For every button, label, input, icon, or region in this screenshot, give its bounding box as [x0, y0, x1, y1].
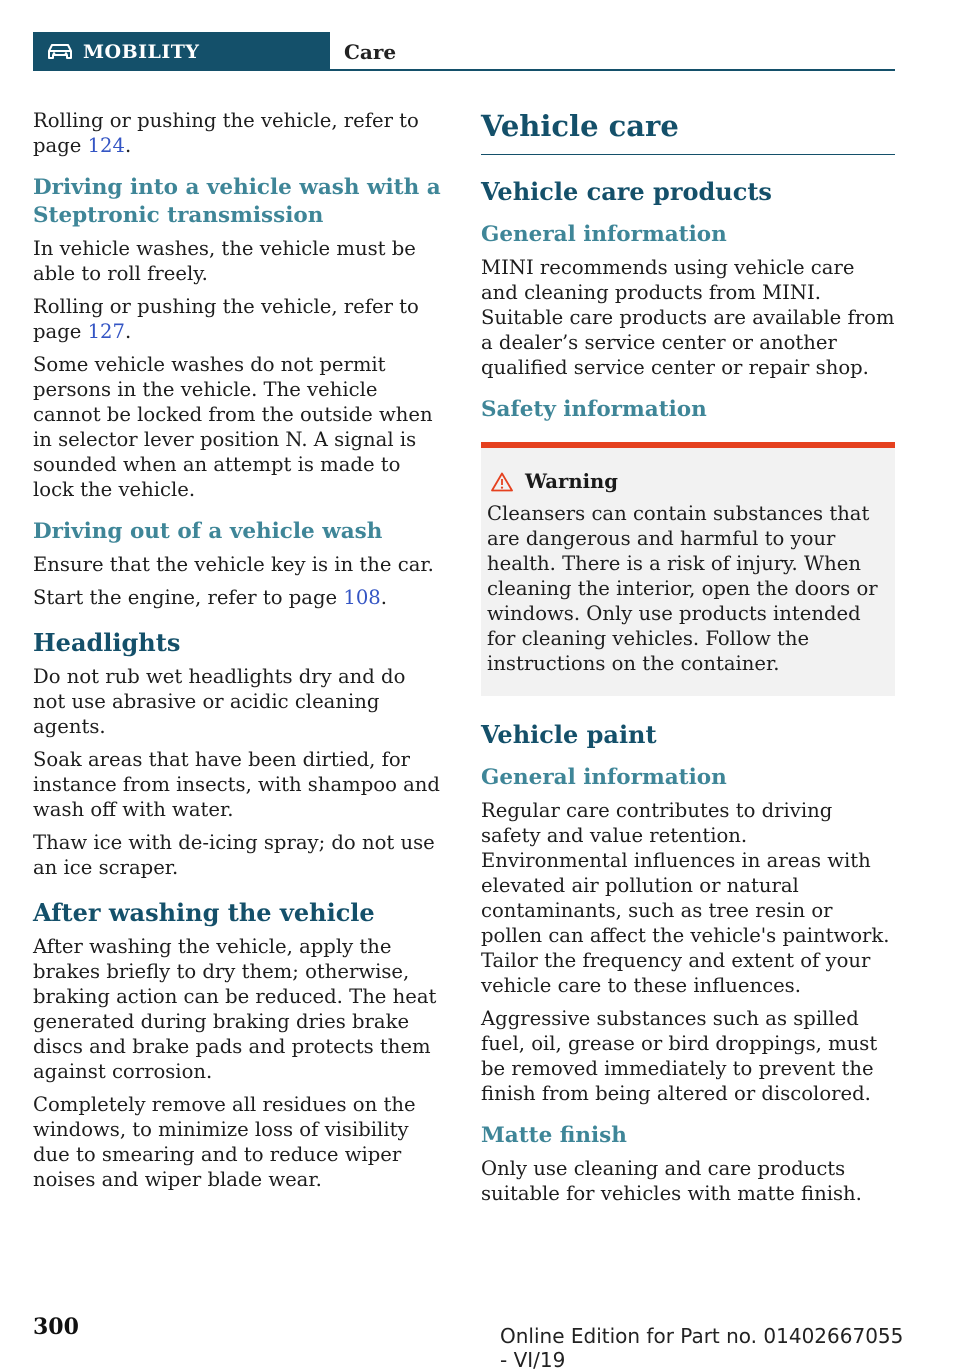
paragraph: Do not rub wet headlights dry and do not use abrasive or acidic cleaning agents.	[33, 665, 406, 738]
heading-headlights: Headlights	[33, 628, 181, 657]
paragraph: In vehicle washes, the vehicle must be able to roll freely.	[33, 237, 416, 285]
paragraph: Ensure that the vehicle key is in the car.	[33, 553, 434, 576]
paragraph: Soak areas that have been dirtied, for instance from insects, with shampoo and wash off with water.	[33, 748, 440, 821]
heading-care-products: Vehicle care products	[481, 177, 772, 206]
page-reference-link[interactable]: 108	[343, 586, 381, 609]
paragraph: After washing the vehicle, apply the brakes briefly to dry them; otherwise, braking action can be reduced. The heat generated during braking dries brake discs and brake pads and protects them against corrosion.	[33, 935, 437, 1083]
car-icon	[45, 42, 75, 62]
section-label: MOBILITY	[83, 40, 200, 63]
paragraph: Some vehicle washes do not permit persons in the vehicle. The vehicle cannot be locked from the outside when in selector lever position N. A signal is sounded when an attempt is made to lock the vehicle.	[33, 353, 433, 501]
paragraph: Thaw ice with de-icing spray; do not use an ice scraper.	[33, 831, 435, 879]
heading-steptronic-wash: Driving into a vehicle wash with a Steptronic transmission	[33, 175, 441, 228]
paragraph: Completely remove all residues on the windows, to minimize loss of visibility due to smearing and to reduce wiper noises and wiper blade wear.	[33, 1093, 416, 1191]
paragraph: MINI recommends using vehicle care and cleaning products from MINI. Suitable care products are available from a dealer’s service center or another qualified service center or repair shop.	[481, 256, 895, 379]
paragraph: Only use cleaning and care products suitable for vehicles with matte finish.	[481, 1157, 862, 1205]
paragraph: Regular care contributes to driving safety and value retention. Environmental influences in areas with elevated air pollution or natural contaminants, such as tree resin or pollen can affect the vehicle's paintwork. Tailor the frequency and extent of your vehicle care to these influences.	[481, 799, 890, 997]
section-tab	[33, 32, 330, 71]
right-column	[481, 108, 895, 1214]
paragraph: Rolling or pushing the vehicle, refer to page 127.	[33, 295, 419, 343]
warning-triangle-icon	[491, 472, 513, 492]
heading-after-washing: After washing the vehicle	[33, 898, 375, 927]
chapter-label: Care	[344, 39, 397, 64]
chapter-heading: Vehicle care	[481, 108, 895, 155]
heading-general-information-paint: General information	[481, 765, 727, 790]
paragraph: Aggressive substances such as spilled fuel, oil, grease or bird droppings, must be removed immediately to prevent the finish from being altered or discolored.	[481, 1007, 878, 1105]
header-rule	[330, 69, 895, 71]
heading-driving-out: Driving out of a vehicle wash	[33, 519, 383, 544]
page-number: 300	[33, 1314, 79, 1340]
heading-vehicle-paint: Vehicle paint	[481, 720, 657, 749]
warning-title: Warning	[487, 470, 889, 493]
heading-matte-finish: Matte finish	[481, 1123, 627, 1148]
page-header	[33, 32, 895, 71]
left-column	[33, 108, 443, 1200]
warning-text: Cleansers can contain substances that are dangerous and harmful to your health. There is a risk of injury. When cleaning the interior, open the doors or windows. Only use products intended for cleaning vehicles. Follow the instructions on the container.	[487, 502, 878, 675]
heading-safety-information: Safety information	[481, 397, 707, 422]
paragraph: Rolling or pushing the vehicle, refer to page 124.	[33, 109, 419, 157]
edition-footer: Online Edition for Part no. 01402667055 - VI/19	[500, 1324, 904, 1372]
page-reference-link[interactable]: 124	[87, 134, 125, 157]
paragraph: Start the engine, refer to page 108.	[33, 586, 387, 609]
page-reference-link[interactable]: 127	[87, 320, 125, 343]
warning-box	[481, 442, 895, 696]
heading-general-information: General information	[481, 222, 727, 247]
